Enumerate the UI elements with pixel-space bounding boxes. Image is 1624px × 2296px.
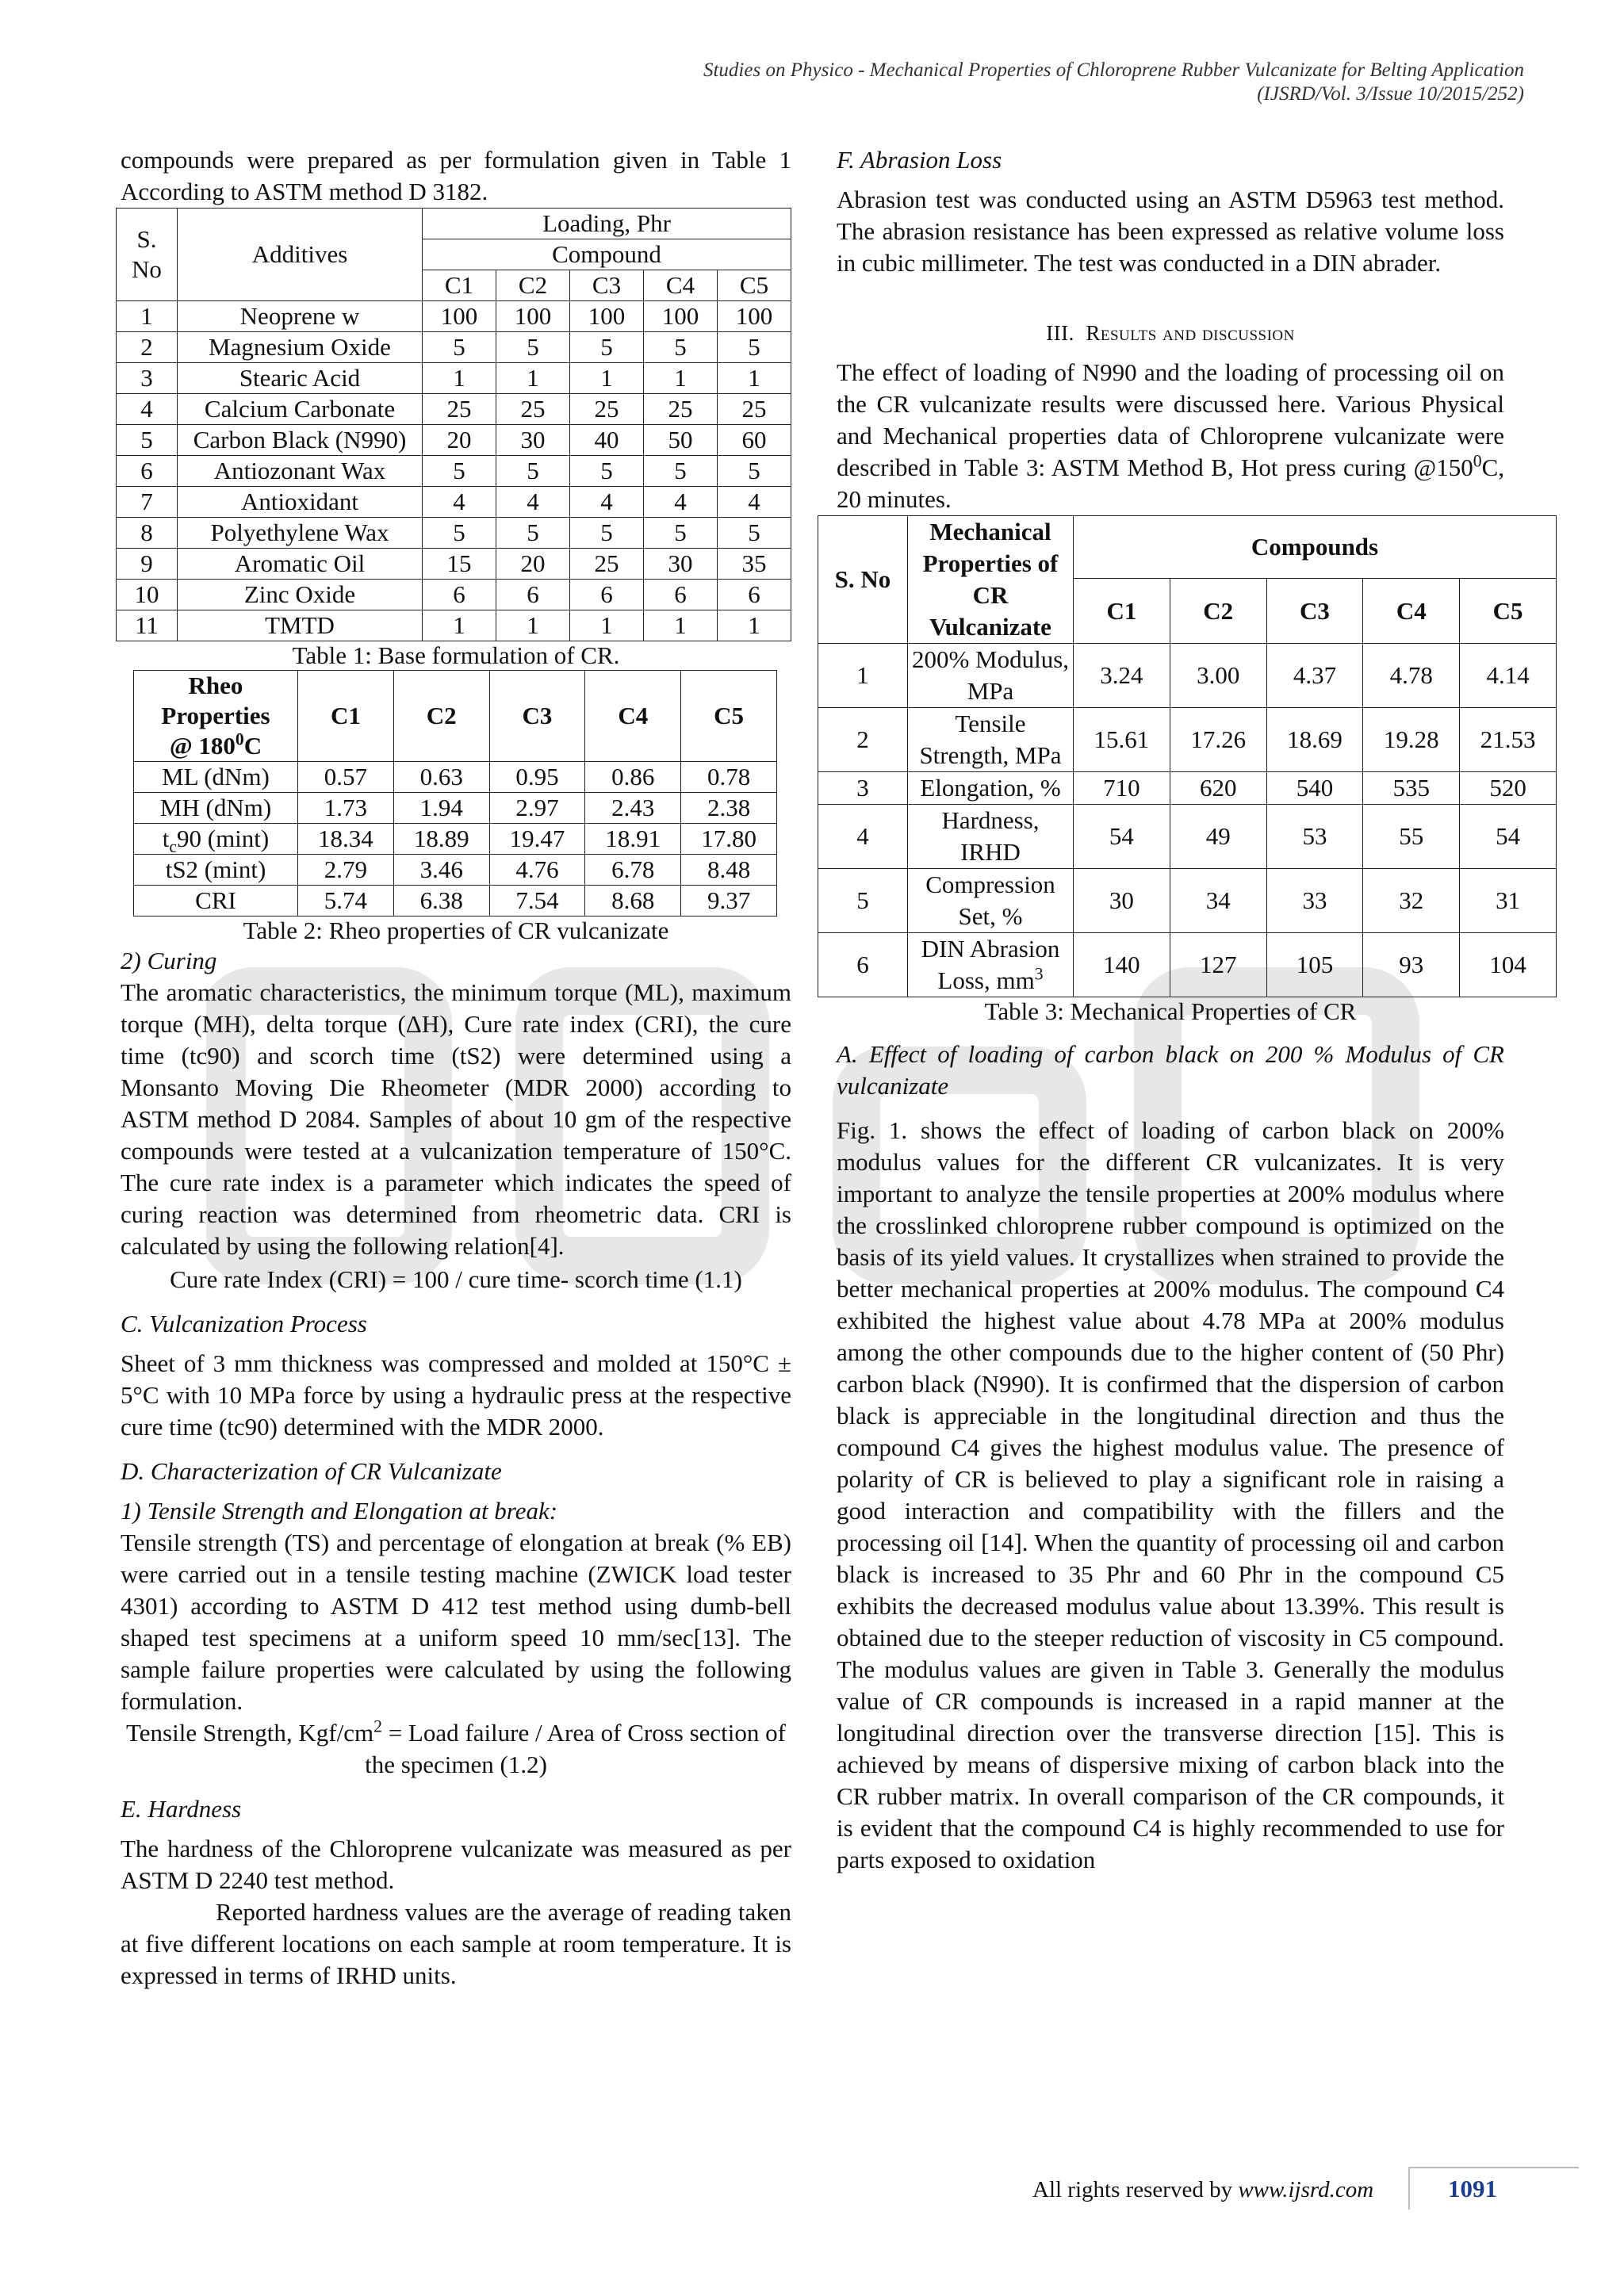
- table-row: [117, 487, 791, 518]
- t3-head-compounds: Compounds: [1074, 516, 1557, 579]
- tensile-formula-sup: 2: [373, 1716, 382, 1736]
- t1-cell-additive: Carbon Black (N990): [178, 425, 423, 456]
- running-header: [703, 59, 1524, 106]
- t3-cell-sno: 3: [818, 772, 908, 805]
- t2-cell-value: 5.74: [298, 886, 394, 916]
- footer-rights-text: All rights reserved by: [1032, 2177, 1239, 2202]
- cri-formula: Cure rate Index (CRI) = 100 / cure time- scorch time (1.1): [170, 1265, 742, 1293]
- t1-cell-sno: 1: [117, 301, 178, 332]
- t2-cell-value: 2.97: [489, 793, 585, 824]
- t2-head-c1: C1: [298, 671, 394, 762]
- t1-cell-additive: Polyethylene Wax: [178, 518, 423, 549]
- t1-cell-value: 25: [718, 394, 791, 425]
- t2-cell-property: $t_c90$ (mint): [134, 824, 298, 855]
- results-title: Results and discussion: [1086, 321, 1295, 345]
- t1-cell-sno: 9: [117, 549, 178, 580]
- hardness-paragraph-1: The hardness of the Chloroprene vulcanizate was measured as per ASTM D 2240 test method.: [121, 1835, 791, 1894]
- t3-cell-value: 18.69: [1266, 708, 1363, 772]
- t3-cell-value: 30: [1074, 869, 1170, 933]
- t3-cell-value: 49: [1170, 805, 1266, 869]
- t1-cell-value: 5: [423, 456, 496, 487]
- table-row: [117, 332, 791, 363]
- t3-cell-property: Compression Set, %: [908, 869, 1074, 933]
- t3-cell-value: 53: [1266, 805, 1363, 869]
- t1-cell-sno: 6: [117, 456, 178, 487]
- t2-cell-value: 7.54: [489, 886, 585, 916]
- tensile-formula: [121, 1717, 791, 1781]
- effect-paragraph: Fig. 1. shows the effect of loading of carbon black on 200% modulus values for the different CR vulcanizates. It is very important to analyze the tensile properties at 200% modulus where the crosslinked chloroprene rubber compound is optimized on the basis of its yield values. It crystallizes when strained to provide the better mechanical properties at 200% modulus. The compound C4 exhibited the highest value about 4.78 MPa at 200% modulus among the other compounds due to the higher content of (50 Phr) carbon black (N990). It is confirmed that the dispersion of carbon black is appreciable in the longitudinal direction and thus the compound C4 gives the highest modulus value. The presence of polarity of CR is believed to play a significant role in raising a good interaction and compatibility with the fillers and the processing oil [14]. When the quantity of processing oil and carbon black is increased to 35 Phr and 60 Phr in the compound C5 exhibits the decreased modulus value about 13.39%. This result is obtained due to the steeper reduction of viscosity in C5 compound. The modulus values are given in Table 3. Generally the modulus value of CR compounds is increased in a rapid manner at the longitudinal direction over the transverse direction [15]. This is achieved by means of dispersive mixing of carbon black into the CR rubber matrix. In overall comparison of the CR compounds, it is evident that the compound C4 is highly recommended to use for parts exposed to oxidation: [837, 1116, 1504, 1873]
- t3-cell-sno: 1: [818, 644, 908, 708]
- t2-cell-value: 18.34: [298, 824, 394, 855]
- t1-cell-value: 20: [423, 425, 496, 456]
- t1-cell-value: 25: [570, 394, 644, 425]
- t1-cell-value: 5: [718, 332, 791, 363]
- table-row: [818, 708, 1557, 772]
- t1-cell-value: 1: [496, 610, 570, 641]
- t3-cell-value: 4.37: [1266, 644, 1363, 708]
- table-row: [117, 301, 791, 332]
- t2-cell-value: 3.46: [393, 855, 489, 886]
- t1-cell-value: 5: [718, 456, 791, 487]
- t1-cell-sno: 4: [117, 394, 178, 425]
- vulcanization-heading: C. Vulcanization Process: [121, 1310, 367, 1337]
- abrasion-paragraph: Abrasion test was conducted using an ASTM D5963 test method. The abrasion resistance has been expressed as relative volume loss in cubic millimeter. The test was conducted in a DIN abrader.: [837, 186, 1504, 277]
- hardness-heading: E. Hardness: [121, 1795, 242, 1823]
- t1-cell-value: 6: [423, 580, 496, 610]
- t1-cell-value: 25: [496, 394, 570, 425]
- t3-cell-property: DIN Abrasion Loss, $mm^3$: [908, 933, 1074, 997]
- t2-cell-value: 18.91: [585, 824, 681, 855]
- t3-cell-property: 200% Modulus, MPa: [908, 644, 1074, 708]
- t2-cell-value: 1.73: [298, 793, 394, 824]
- results-paragraph: [837, 357, 1504, 515]
- characterization-heading: D. Characterization of CR Vulcanizate: [121, 1457, 502, 1485]
- t1-head-compound: Compound: [423, 239, 791, 270]
- header-issue: (IJSRD/Vol. 3/Issue 10/2015/252): [1257, 83, 1524, 105]
- table-row: [134, 762, 777, 793]
- t1-cell-value: 5: [644, 332, 718, 363]
- hardness-paragraph-2: Reported hardness values are the average of reading taken at five different locations on each sample at room temperature. It is expressed in terms of IRHD units.: [121, 1898, 791, 1989]
- t1-cell-value: 5: [570, 518, 644, 549]
- t1-cell-additive: Neoprene w: [178, 301, 423, 332]
- t1-cell-additive: Antiozonant Wax: [178, 456, 423, 487]
- t1-head-additives: Additives: [178, 209, 423, 301]
- t1-cell-value: 6: [570, 580, 644, 610]
- t3-head-sno: S. No: [818, 516, 908, 644]
- t1-cell-value: 1: [496, 363, 570, 394]
- t3-cell-value: 21.53: [1460, 708, 1557, 772]
- t1-cell-value: 1: [644, 610, 718, 641]
- t1-cell-sno: 11: [117, 610, 178, 641]
- intro-paragraph: compounds were prepared as per formulation given in Table 1 According to ASTM method D 3182.: [121, 146, 791, 205]
- t1-cell-value: 5: [496, 332, 570, 363]
- table-2-rheo-properties: [133, 670, 777, 916]
- t1-cell-value: 1: [718, 610, 791, 641]
- t2-cell-value: 2.79: [298, 855, 394, 886]
- t2-body: [134, 762, 777, 916]
- t1-cell-additive: Zinc Oxide: [178, 580, 423, 610]
- footer-site-link[interactable]: www.ijsrd.com: [1238, 2177, 1374, 2202]
- t1-cell-additive: Stearic Acid: [178, 363, 423, 394]
- t3-cell-value: 31: [1460, 869, 1557, 933]
- table-row: [818, 805, 1557, 869]
- t1-cell-sno: 2: [117, 332, 178, 363]
- t1-head-sno: S. No: [117, 209, 178, 301]
- t2-cell-property: tS2 (mint): [134, 855, 298, 886]
- table-row: [134, 886, 777, 916]
- t2-cell-value: 9.37: [681, 886, 777, 916]
- t1-cell-value: 6: [496, 580, 570, 610]
- t2-cell-value: 6.38: [393, 886, 489, 916]
- t1-cell-value: 1: [644, 363, 718, 394]
- t3-head-c4: C4: [1363, 579, 1460, 644]
- t1-cell-additive: Antioxidant: [178, 487, 423, 518]
- t2-cell-value: 0.57: [298, 762, 394, 793]
- table-row: [818, 644, 1557, 708]
- t3-cell-sno: 5: [818, 869, 908, 933]
- t3-cell-value: 535: [1363, 772, 1460, 805]
- t1-cell-value: 6: [644, 580, 718, 610]
- table-row: [117, 456, 791, 487]
- t1-cell-value: 60: [718, 425, 791, 456]
- t1-cell-value: 6: [718, 580, 791, 610]
- table-row: [818, 772, 1557, 805]
- t2-cell-value: 0.86: [585, 762, 681, 793]
- t3-head-c3: C3: [1266, 579, 1363, 644]
- table-row: [134, 855, 777, 886]
- t3-body: [818, 644, 1557, 997]
- t3-head-c5: C5: [1460, 579, 1557, 644]
- t3-cell-value: 33: [1266, 869, 1363, 933]
- t2-head-c5: C5: [681, 671, 777, 762]
- t1-cell-value: 1: [423, 610, 496, 641]
- t3-cell-value: 127: [1170, 933, 1266, 997]
- t3-cell-value: 710: [1074, 772, 1170, 805]
- t2-head-unit: C: [243, 732, 262, 760]
- t3-cell-value: 4.14: [1460, 644, 1557, 708]
- t3-cell-value: 540: [1266, 772, 1363, 805]
- table-row: [134, 793, 777, 824]
- t3-cell-value: 520: [1460, 772, 1557, 805]
- t1-cell-value: 5: [496, 456, 570, 487]
- t2-cell-value: 2.43: [585, 793, 681, 824]
- t3-cell-value: 55: [1363, 805, 1460, 869]
- table-3-caption: Table 3: Mechanical Properties of CR: [984, 997, 1357, 1025]
- t1-head-c1: C1: [423, 270, 496, 301]
- t1-cell-value: 5: [644, 518, 718, 549]
- t1-cell-value: 100: [496, 301, 570, 332]
- t1-cell-value: 40: [570, 425, 644, 456]
- results-sup: 0: [1473, 451, 1482, 471]
- effect-heading: A. Effect of loading of carbon black on 200 % Modulus of CR vulcanizate: [837, 1040, 1504, 1100]
- t3-head-c2: C2: [1170, 579, 1266, 644]
- table-row: [117, 363, 791, 394]
- t2-head-c3: C3: [489, 671, 585, 762]
- results-text-a: The effect of loading of N990 and the loading of processing oil on the CR vulcanizate results were discussed here. Various Physical and Mechanical properties data of Chloroprene vulcanizate were described in Table 3: ASTM Method B, Hot press curing @150: [837, 358, 1504, 481]
- t3-cell-value: 17.26: [1170, 708, 1266, 772]
- t2-cell-value: 8.48: [681, 855, 777, 886]
- t1-head-c4: C4: [644, 270, 718, 301]
- t1-cell-value: 20: [496, 549, 570, 580]
- t1-cell-additive: Magnesium Oxide: [178, 332, 423, 363]
- t1-cell-value: 5: [570, 332, 644, 363]
- t2-cell-value: 4.76: [489, 855, 585, 886]
- right-column: [834, 144, 1536, 1876]
- t1-cell-value: 25: [570, 549, 644, 580]
- t3-cell-value: 54: [1074, 805, 1170, 869]
- left-column: [121, 144, 791, 1992]
- t3-cell-value: 15.61: [1074, 708, 1170, 772]
- t2-head-line1: Rheo: [188, 672, 243, 699]
- t1-cell-sno: 7: [117, 487, 178, 518]
- t2-head-line2: Properties: [161, 702, 270, 729]
- t1-cell-additive: TMTD: [178, 610, 423, 641]
- t1-cell-value: 5: [423, 332, 496, 363]
- t2-head-c2: C2: [393, 671, 489, 762]
- t3-cell-value: 3.00: [1170, 644, 1266, 708]
- t1-body: [117, 301, 791, 641]
- t2-cell-value: 0.63: [393, 762, 489, 793]
- t3-cell-value: 93: [1363, 933, 1460, 997]
- t2-cell-property: ML (dNm): [134, 762, 298, 793]
- t2-head-sup: 0: [235, 729, 244, 749]
- curing-paragraph: The aromatic characteristics, the minimum torque (ML), maximum torque (MH), delta torque (ΔH), Cure rate index (CRI), the cure time (tc90) and scorch time (tS2) were determined using a Monsanto Moving Die Rheometer (MDR 2000) according to ASTM method D 2084. Samples of about 10 gm of the respective compounds were tested at a vulcanization temperature of 150°C. The cure rate index is a parameter which indicates the speed of curing reaction was determined from rheometric data. CRI is calculated by using the following relation[4].: [121, 978, 791, 1260]
- table-row: [117, 425, 791, 456]
- t1-cell-value: 1: [570, 610, 644, 641]
- abrasion-heading: F. Abrasion Loss: [837, 146, 1002, 174]
- t1-cell-value: 4: [644, 487, 718, 518]
- t2-cell-value: 19.47: [489, 824, 585, 855]
- t3-cell-sno: 6: [818, 933, 908, 997]
- t3-cell-value: 4.78: [1363, 644, 1460, 708]
- footer-rights: [1032, 2177, 1373, 2203]
- t1-cell-value: 5: [644, 456, 718, 487]
- t1-cell-value: 50: [644, 425, 718, 456]
- t1-cell-value: 5: [423, 518, 496, 549]
- table-2-caption: Table 2: Rheo properties of CR vulcanizate: [243, 916, 669, 944]
- t2-head-rheo: [134, 671, 298, 762]
- t1-head-c5: C5: [718, 270, 791, 301]
- table-1-base-formulation: [116, 208, 791, 641]
- t1-cell-value: 4: [423, 487, 496, 518]
- t2-cell-value: 0.78: [681, 762, 777, 793]
- results-number: III.: [1046, 321, 1074, 345]
- header-title: Studies on Physico - Mechanical Properties of Chloroprene Rubber Vulcanizate for Belting Application: [703, 59, 1524, 81]
- t3-cell-sno: 2: [818, 708, 908, 772]
- t3-cell-value: 3.24: [1074, 644, 1170, 708]
- t2-head-c4: C4: [585, 671, 681, 762]
- results-text-b: C, 20 minutes.: [837, 453, 1504, 513]
- t1-cell-value: 15: [423, 549, 496, 580]
- table-row: [117, 518, 791, 549]
- t2-cell-value: 18.89: [393, 824, 489, 855]
- t3-cell-property: Tensile Strength, MPa: [908, 708, 1074, 772]
- table-row: [117, 549, 791, 580]
- t3-cell-value: 34: [1170, 869, 1266, 933]
- t2-cell-value: 8.68: [585, 886, 681, 916]
- t1-cell-additive: Aromatic Oil: [178, 549, 423, 580]
- t1-cell-value: 5: [570, 456, 644, 487]
- tensile-formula-b: = Load failure / Area of Cross section of the specimen (1.2): [365, 1719, 786, 1778]
- tensile-heading: 1) Tensile Strength and Elongation at break:: [121, 1497, 558, 1525]
- table-row: [818, 933, 1557, 997]
- t1-cell-value: 1: [718, 363, 791, 394]
- results-heading: [837, 317, 1504, 349]
- t3-cell-property: Elongation, %: [908, 772, 1074, 805]
- t2-cell-value: 6.78: [585, 855, 681, 886]
- t1-cell-value: 30: [644, 549, 718, 580]
- table-row: [134, 824, 777, 855]
- table-row: [117, 580, 791, 610]
- t3-head-c1: C1: [1074, 579, 1170, 644]
- t1-cell-value: 1: [570, 363, 644, 394]
- t2-cell-value: 0.95: [489, 762, 585, 793]
- t1-cell-value: 5: [496, 518, 570, 549]
- t1-cell-sno: 3: [117, 363, 178, 394]
- t3-head-mech: Mechanical Properties of CR Vulcanizate: [908, 516, 1074, 644]
- t1-cell-value: 4: [718, 487, 791, 518]
- t3-cell-value: 140: [1074, 933, 1170, 997]
- table-3-mechanical-properties: [818, 515, 1557, 997]
- table-row: [117, 610, 791, 641]
- t1-cell-sno: 5: [117, 425, 178, 456]
- t1-cell-value: 4: [496, 487, 570, 518]
- table-row: [818, 869, 1557, 933]
- t1-cell-value: 100: [570, 301, 644, 332]
- t3-cell-property: Hardness, IRHD: [908, 805, 1074, 869]
- t3-cell-value: 104: [1460, 933, 1557, 997]
- t1-cell-value: 25: [644, 394, 718, 425]
- t1-cell-value: 25: [423, 394, 496, 425]
- t2-cell-property: MH (dNm): [134, 793, 298, 824]
- t2-cell-value: 17.80: [681, 824, 777, 855]
- page-number: 1091: [1408, 2167, 1579, 2210]
- t2-cell-property: CRI: [134, 886, 298, 916]
- table-row: [117, 394, 791, 425]
- t3-cell-value: 620: [1170, 772, 1266, 805]
- t1-cell-value: 5: [718, 518, 791, 549]
- t1-cell-value: 100: [423, 301, 496, 332]
- t2-cell-value: 2.38: [681, 793, 777, 824]
- t3-cell-value: 19.28: [1363, 708, 1460, 772]
- t1-cell-value: 100: [718, 301, 791, 332]
- t1-head-loading: Loading, Phr: [423, 209, 791, 239]
- t1-cell-value: 35: [718, 549, 791, 580]
- vulcanization-paragraph: Sheet of 3 mm thickness was compressed and molded at 150°C ± 5°C with 10 MPa force by using a hydraulic press at the respective cure time (tc90) determined with the MDR 2000.: [121, 1349, 791, 1441]
- tensile-formula-a: Tensile Strength, Kgf/cm: [126, 1719, 374, 1747]
- t1-cell-value: 100: [644, 301, 718, 332]
- tensile-paragraph: Tensile strength (TS) and percentage of elongation at break (% EB) were carried out in a tensile testing machine (ZWICK load tester 4301) according to ASTM D 412 test method using dumb-bell shaped test specimens at a uniform speed 10 mm/sec[13]. The sample failure properties were calculated by using the following formulation.: [121, 1529, 791, 1715]
- t1-cell-value: 30: [496, 425, 570, 456]
- t1-head-c3: C3: [570, 270, 644, 301]
- t1-cell-value: 1: [423, 363, 496, 394]
- t1-cell-sno: 8: [117, 518, 178, 549]
- t1-cell-value: 4: [570, 487, 644, 518]
- t1-cell-additive: Calcium Carbonate: [178, 394, 423, 425]
- t3-cell-value: 105: [1266, 933, 1363, 997]
- t1-cell-sno: 10: [117, 580, 178, 610]
- table-1-caption: Table 1: Base formulation of CR.: [292, 641, 620, 669]
- t2-head-line3: @ 180: [169, 732, 236, 760]
- t1-head-c2: C2: [496, 270, 570, 301]
- t3-cell-value: 54: [1460, 805, 1557, 869]
- t2-cell-value: 1.94: [393, 793, 489, 824]
- curing-heading: 2) Curing: [121, 947, 217, 974]
- t3-cell-sno: 4: [818, 805, 908, 869]
- t3-cell-value: 32: [1363, 869, 1460, 933]
